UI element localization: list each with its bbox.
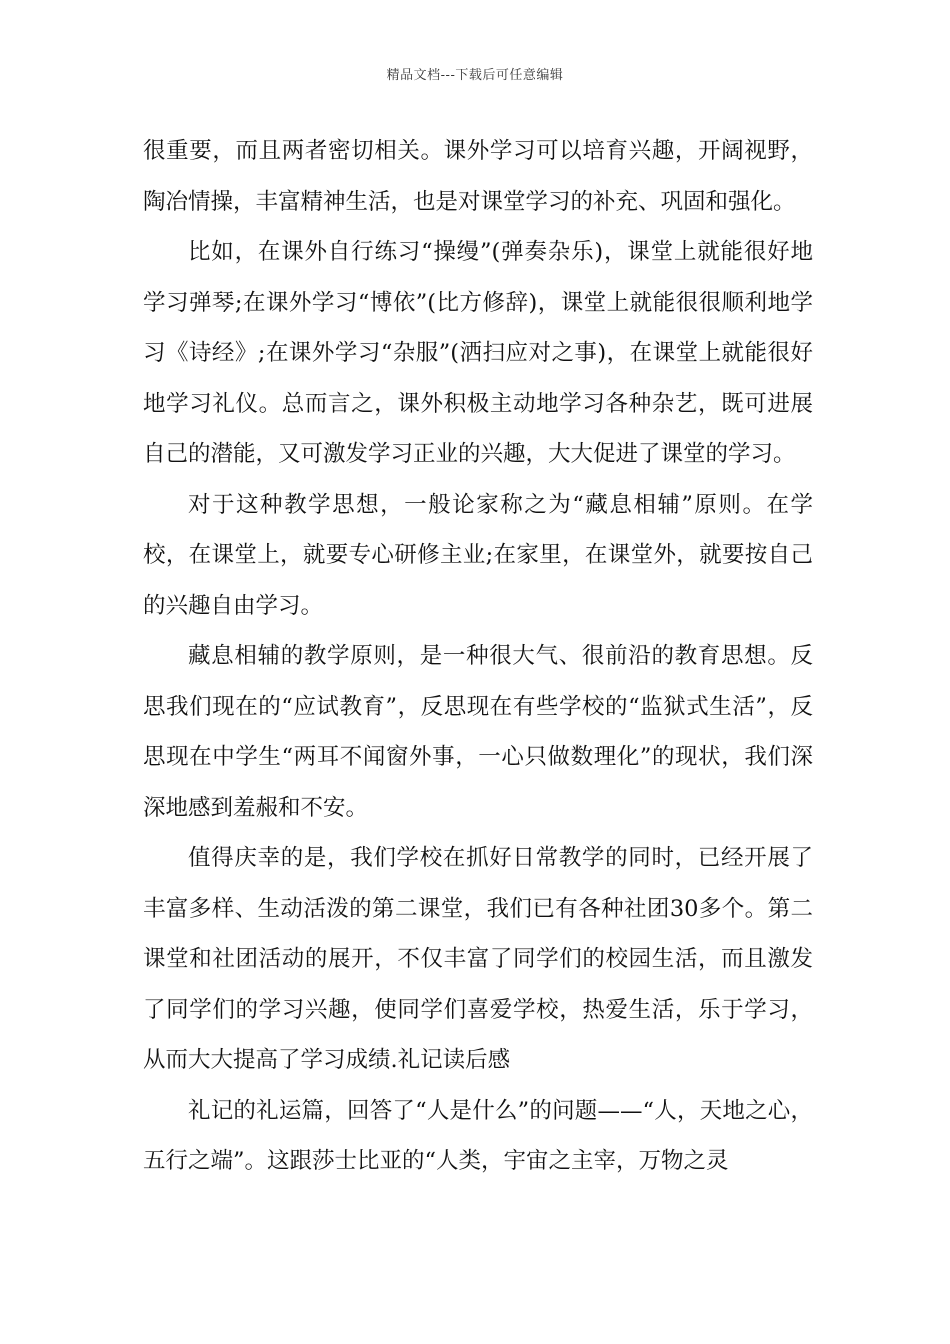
paragraph-3: 对于这种教学思想，一般论家称之为“藏息相辅”原则。在学校，在课堂上，就要专心研修主业;在家里，在课堂外，就要按自己的兴趣自由学习。 [143,491,813,619]
paragraph-5: 值得庆幸的是，我们学校在抓好日常教学的同时，已经开展了丰富多样、生动活泼的第二课堂，我们已有各种社团30多个。第二课堂和社团活动的展开，不仅丰富了同学们的校园生活，而且激发了同学们的学习兴趣，使同学们喜爱学校，热爱生活，乐于学习，从而大大提高了学习成绩.礼记读后感 [143,845,813,1073]
paragraph-6: 礼记的礼运篇，回答了“人是什么”的问题——“人，天地之心，五行之端”。这跟莎士比亚的“人类，宇宙之主宰，万物之灵 [143,1097,813,1174]
paragraph-1: 很重要，而且两者密切相关。课外学习可以培育兴趣，开阔视野，陶冶情操，丰富精神生活，也是对课堂学习的补充、巩固和强化。 [143,138,813,215]
paragraph-2: 比如，在课外自行练习“操缦”(弹奏杂乐)，课堂上就能很好地学习弹琴;在课外学习“博依”(比方修辞)，课堂上就能很很顺利地学习《诗经》;在课外学习“杂服”(洒扫应对之事)，在课堂上就能很好地学习礼仪。总而言之，课外积极主动地学习各种杂艺，既可进展自己的潜能，又可激发学习正业的兴趣，大大促进了课堂的学习。 [143,239,813,467]
page-header: 精品文档---下载后可任意编辑 [386,68,564,83]
document-body [143,126,813,1187]
paragraph-4: 藏息相辅的教学原则，是一种很大气、很前沿的教育思想。反思我们现在的“应试教育”，反思现在有些学校的“监狱式生活”，反思现在中学生“两耳不闻窗外事，一心只做数理化”的现状，我们深深地感到羞赧和不安。 [143,643,813,821]
